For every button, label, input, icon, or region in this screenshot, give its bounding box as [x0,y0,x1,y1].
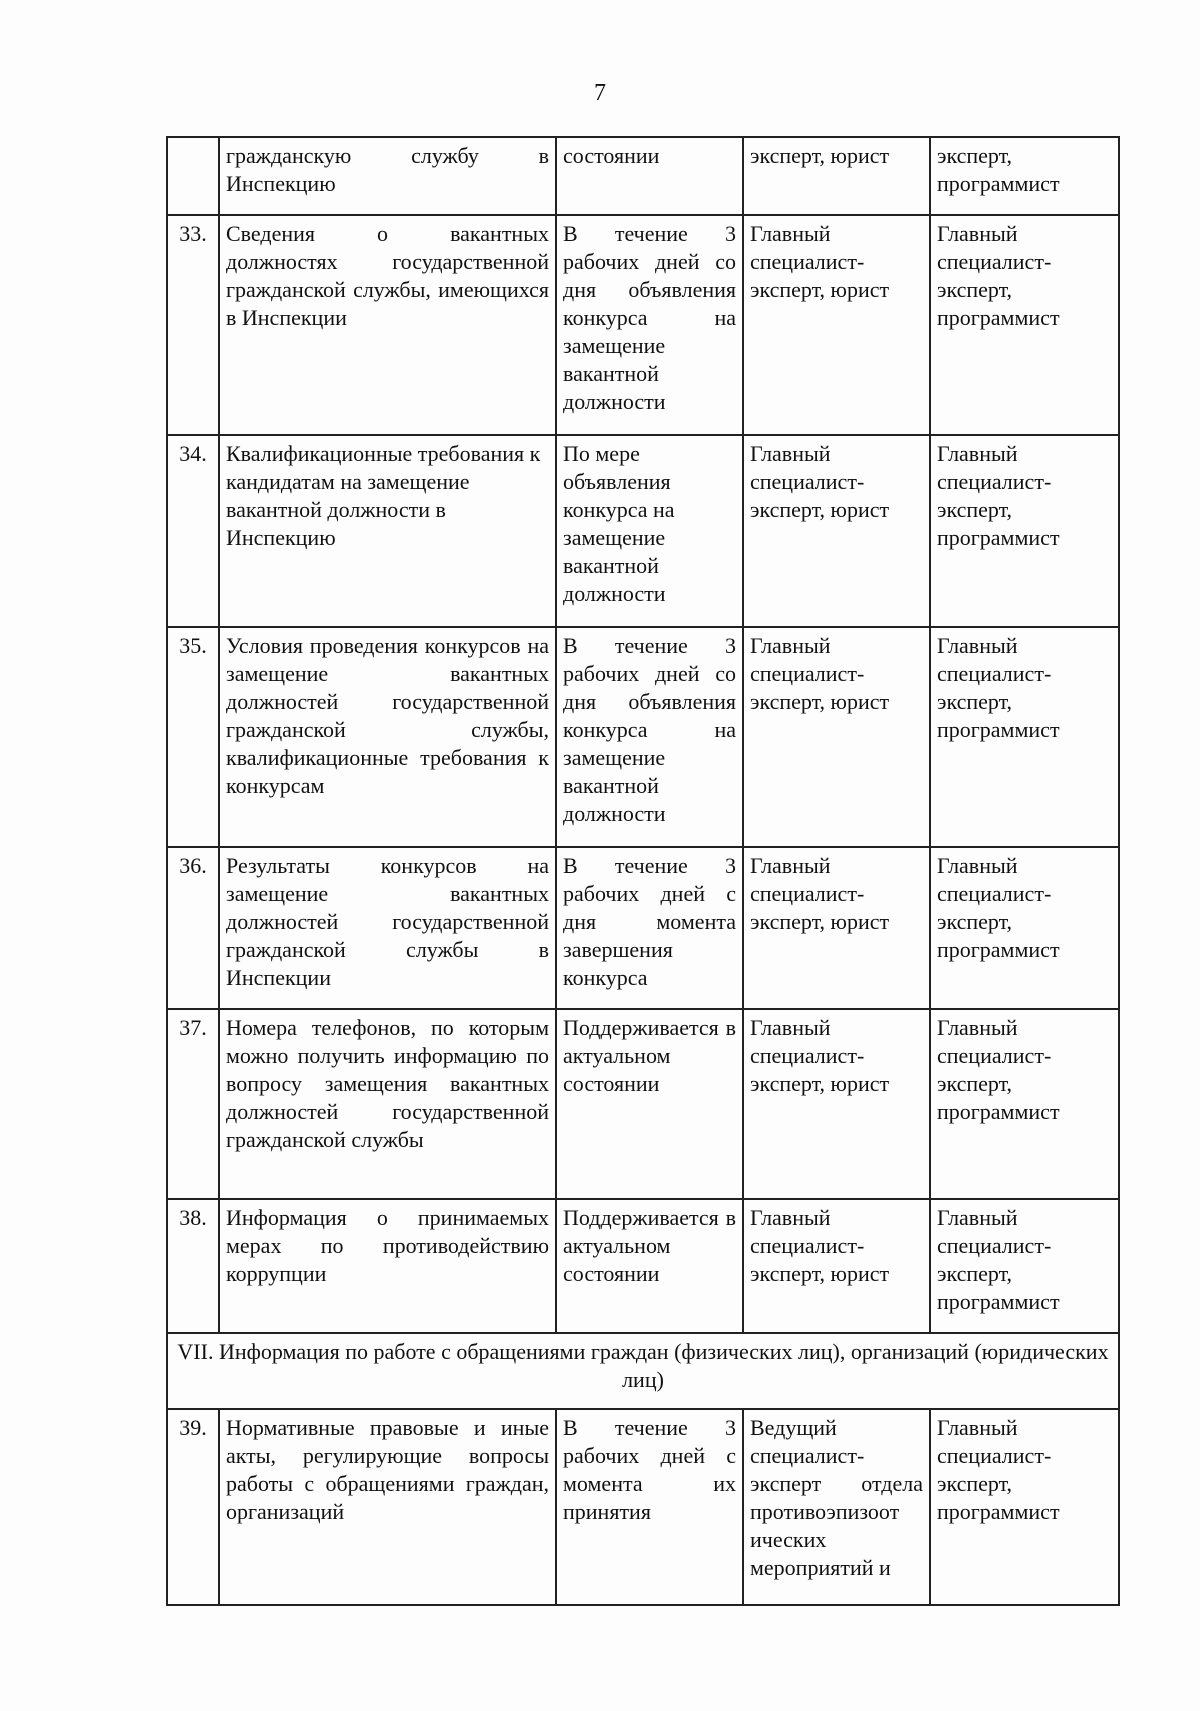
table-row [167,1009,1119,1199]
timing-cell: В течение 3 рабочих дней со дня объявления конкурса на замещение вакантной должности [556,627,743,847]
row-number: 39. [167,1409,219,1605]
section-row [167,1333,1119,1409]
responsible-cell: Ведущий специалист-эксперт отдела противоэпизоот ических мероприятий и [743,1409,930,1605]
timing-cell: В течение 3 рабочих дней с дня момента завершения конкурса [556,847,743,1009]
table-row [167,137,1119,215]
row-number: 38. [167,1199,219,1333]
table-row [167,847,1119,1009]
info-cell: Условия проведения конкурсов на замещение вакантных должностей государственной гражданской службы, квалификационные требования к конкурсам [219,627,556,847]
row-number: 35. [167,627,219,847]
responsible-cell: Главный специалист-эксперт, юрист [743,1009,930,1199]
info-cell: Квалификационные требования к кандидатам на замещение вакантной должности в Инспекцию [219,435,556,627]
table-row [167,1409,1119,1605]
row-number: 37. [167,1009,219,1199]
publisher-cell: Главный специалист-эксперт, программист [930,847,1119,1009]
publisher-cell: Главный специалист-эксперт, программист [930,627,1119,847]
info-cell: гражданскую службу в Инспекцию [219,137,556,215]
responsible-cell: Главный специалист-эксперт, юрист [743,1199,930,1333]
responsible-cell: эксперт, юрист [743,137,930,215]
timing-cell: По мере объявления конкурса на замещение вакантной должности [556,435,743,627]
publisher-cell: Главный специалист-эксперт, программист [930,1009,1119,1199]
responsible-cell: Главный специалист-эксперт, юрист [743,435,930,627]
publisher-cell: эксперт, программист [930,137,1119,215]
publisher-cell: Главный специалист-эксперт, программист [930,435,1119,627]
table-row [167,1199,1119,1333]
responsible-cell: Главный специалист-эксперт, юрист [743,627,930,847]
timing-cell: Поддерживается в актуальном состоянии [556,1199,743,1333]
timing-cell: В течение 3 рабочих дней с момента их принятия [556,1409,743,1605]
publisher-cell: Главный специалист-эксперт, программист [930,1199,1119,1333]
table-row [167,627,1119,847]
responsible-cell: Главный специалист-эксперт, юрист [743,847,930,1009]
table-row [167,215,1119,435]
info-cell: Информация о принимаемых мерах по противодействию коррупции [219,1199,556,1333]
timing-cell: состоянии [556,137,743,215]
table-row [167,435,1119,627]
section-heading: VII. Информация по работе с обращениями граждан (физических лиц), организаций (юридических лиц) [167,1333,1119,1409]
row-number: 33. [167,215,219,435]
row-number [167,137,219,215]
publisher-cell: Главный специалист-эксперт, программист [930,1409,1119,1605]
info-cell: Нормативные правовые и иные акты, регулирующие вопросы работы с обращениями граждан, организаций [219,1409,556,1605]
timing-cell: В течение 3 рабочих дней со дня объявления конкурса на замещение вакантной должности [556,215,743,435]
info-cell: Номера телефонов, по которым можно получить информацию по вопросу замещения вакантных должностей государственной гражданской службы [219,1009,556,1199]
responsible-cell: Главный специалист-эксперт, юрист [743,215,930,435]
page-number: 7 [594,80,606,106]
publisher-cell: Главный специалист-эксперт, программист [930,215,1119,435]
row-number: 34. [167,435,219,627]
info-cell: Результаты конкурсов на замещение вакантных должностей государственной гражданской службы в Инспекции [219,847,556,1009]
info-cell: Сведения о вакантных должностях государственной гражданской службы, имеющихся в Инспекции [219,215,556,435]
timing-cell: Поддерживается в актуальном состоянии [556,1009,743,1199]
row-number: 36. [167,847,219,1009]
information-table [166,136,1120,1606]
